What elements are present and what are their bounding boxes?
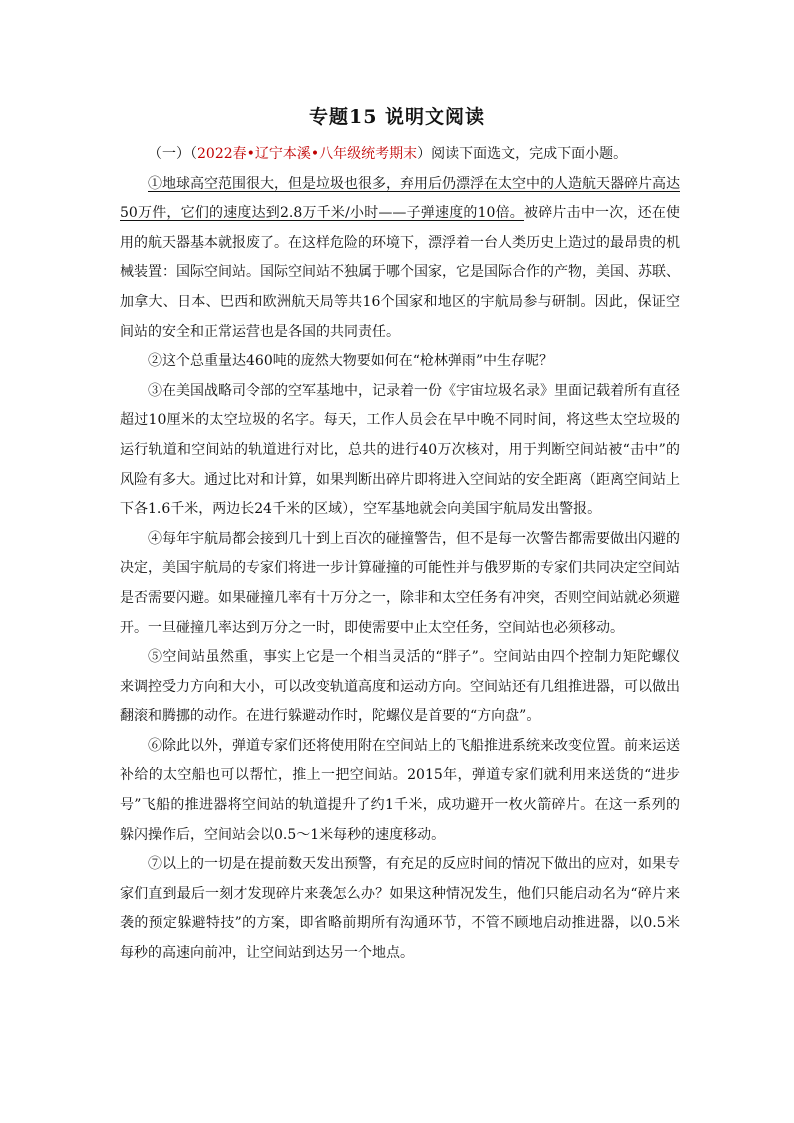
paragraph-5: ⑤空间站虽然重，事实上它是一个相当灵活的“胖子”。空间站由四个控制力矩陀螺仪来调控受力方向和大小，可以改变轨道高度和运动方向。空间站还有几组推进器，可以做出翻滚和腾挪的动作。在进行躲避动作时，陀螺仪是首要的“方向盘”。 xyxy=(120,649,680,725)
exam-source: 2022春•辽宁本溪•八年级统考期末 xyxy=(197,146,418,162)
underlined-sentence: ①地球高空范围很大，但是垃圾也很多，弃用后仍漂浮在太空中的人造航天器碎片高达50万件，它们的速度达到2.8万千米/小时——子弹速度的10倍。 xyxy=(120,175,680,222)
intro-suffix: ）阅读下面选文，完成下面小题。 xyxy=(417,146,628,162)
paragraph-6: ⑥除此以外，弹道专家们还将使用附在空间站上的飞船推进系统来改变位置。前来运送补给的太空船也可以帮忙，推上一把空间站。2015年，弹道专家们就利用来送货的“进步号”飞船的推进器将空间站的轨道提升了约1千米，成功避开一枚火箭碎片。在这一系列的躲闪操作后，空间站会以0.5～1米每秒的速度移动。 xyxy=(120,737,680,843)
page-title: 专题15 说明文阅读 xyxy=(308,106,486,128)
paragraph-1 xyxy=(120,170,680,348)
paragraph-3: ③在美国战略司令部的空军基地中，记录着一份《宇宙垃圾名录》里面记载着所有直径超过10厘米的太空垃圾的名字。每天，工作人员会在早中晚不同时间，将这些太空垃圾的运行轨道和空间站的轨道进行对比，总共的进行40万次核对，用于判断空间站被“击中”的风险有多大。通过比对和计算，如果判断出碎片即将进入空间站的安全距离（距离空间站上下各1.6千米，两边长24千米的区域），空军基地就会向美国宇航局发出警报。 xyxy=(120,382,680,518)
intro-prefix: （一）（ xyxy=(148,146,197,162)
paragraph-1-rest: 被碎片击中一次，还在使用的航天器基本就报废了。在这样危险的环境下，漂浮着一台人类历史上造过的最昂贵的机械装置：国际空间站。国际空间站不独属于哪个国家，它是国际合作的产物，美国、苏联、加拿大、日本、巴西和欧洲航天局等共16个国家和地区的宇航局参与研制。因此，保证空间站的安全和正常运营也是各国的共同责任。 xyxy=(120,205,681,340)
paragraph-7: ⑦以上的一切是在提前数天发出预警，有充足的反应时间的情况下做出的应对，如果专家们直到最后一刻才发现碎片来袭怎么办？如果这种情况发生，他们只能启动名为“碎片来袭的预定躲避特技”的方案，即省略前期所有沟通环节，不管不顾地启动推进器，以0.5米每秒的高速向前冲，让空间站到达另一个地点。 xyxy=(120,856,680,962)
paragraph-4: ④每年宇航局都会接到几十到上百次的碰撞警告，但不是每一次警告都需要做出闪避的决定，美国宇航局的专家们将进一步计算碰撞的可能性并与俄罗斯的专家们共同决定空间站是否需要闪避。如果碰撞几率有十万分之一，除非和太空任务有冲突，否则空间站就必须避开。一旦碰撞几率达到万分之一时，即使需要中止太空任务，空间站也必须移动。 xyxy=(120,530,680,636)
paragraph-2: ②这个总重量达460吨的庞然大物要如何在“枪林弹雨”中生存呢？ xyxy=(148,353,554,370)
article-body xyxy=(120,140,680,969)
intro-line xyxy=(120,140,680,170)
